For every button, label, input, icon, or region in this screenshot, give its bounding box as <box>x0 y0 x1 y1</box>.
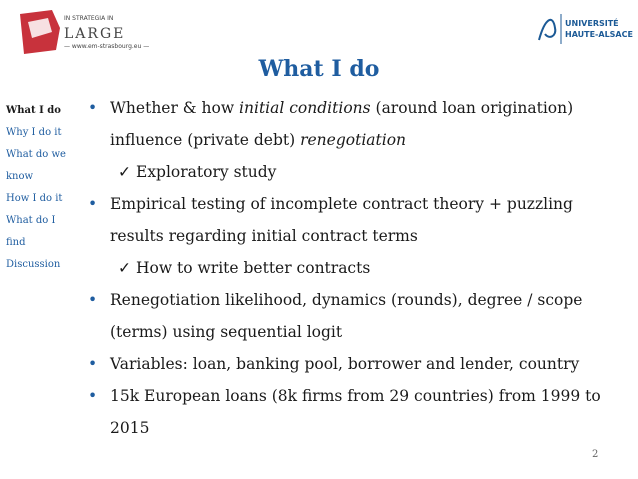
nav-item-what-i-do[interactable]: What I do <box>6 105 61 116</box>
bullet-dot: • <box>88 387 98 405</box>
bullet-text: Empirical testing of incomplete contract theory + puzzling results regarding initial contract terms <box>110 195 573 245</box>
bullet-text-mid: (around loan origination) influence (private debt) <box>110 99 574 149</box>
section-nav <box>6 100 72 276</box>
logo-right-line2: HAUTE-ALSACE <box>565 30 633 39</box>
nav-item-discussion[interactable]: Discussion <box>6 259 61 270</box>
nav-item-what-do-we-know[interactable]: What do we know <box>6 149 66 182</box>
slide-title: What I do <box>258 56 380 82</box>
bullet-text-pre: Whether & how <box>110 99 240 117</box>
logo-left-line1: IN STRATEGIA IN <box>64 15 114 22</box>
check-icon: ✓ <box>118 259 131 277</box>
bullet-dot: • <box>88 99 98 117</box>
nav-item-why-i-do-it[interactable]: Why I do it <box>6 127 62 138</box>
bullet-dot: • <box>88 355 98 373</box>
page-number: 2 <box>592 449 599 460</box>
bullet-item <box>88 348 618 380</box>
sub-item <box>88 156 618 188</box>
slide-body <box>88 92 618 444</box>
nav-item-how-i-do-it[interactable]: How I do it <box>6 193 63 204</box>
bullet-text-em2: renegotiation <box>300 131 407 149</box>
sub-item <box>88 252 618 284</box>
bullet-text-em1: initial conditions <box>239 99 371 117</box>
bullet-item <box>88 380 618 444</box>
bullet-item <box>88 188 618 252</box>
sub-item-text: Exploratory study <box>136 163 277 181</box>
school-logo <box>18 8 150 56</box>
nav-item-what-do-i-find[interactable]: What do I find <box>6 215 56 248</box>
bullet-text: Renegotiation likelihood, dynamics (rounds), degree / scope (terms) using sequential logit <box>110 291 583 341</box>
bullet-item <box>88 284 618 348</box>
bullet-dot: • <box>88 291 98 309</box>
bullet-text: 15k European loans (8k firms from 29 countries) from 1999 to 2015 <box>110 387 601 437</box>
check-icon: ✓ <box>118 163 131 181</box>
logo-left-tag: — www.em-strasbourg.eu — <box>64 43 150 50</box>
logo-left-large: LARGE <box>64 26 126 42</box>
bullet-text: Variables: loan, banking pool, borrower and lender, country <box>110 355 580 373</box>
university-logo <box>535 10 633 50</box>
bullet-dot: • <box>88 195 98 213</box>
sub-item-text: How to write better contracts <box>136 259 371 277</box>
uha-mark <box>539 20 555 40</box>
bullet-item <box>88 92 618 156</box>
logo-right-line1: UNIVERSITÉ <box>565 19 619 28</box>
